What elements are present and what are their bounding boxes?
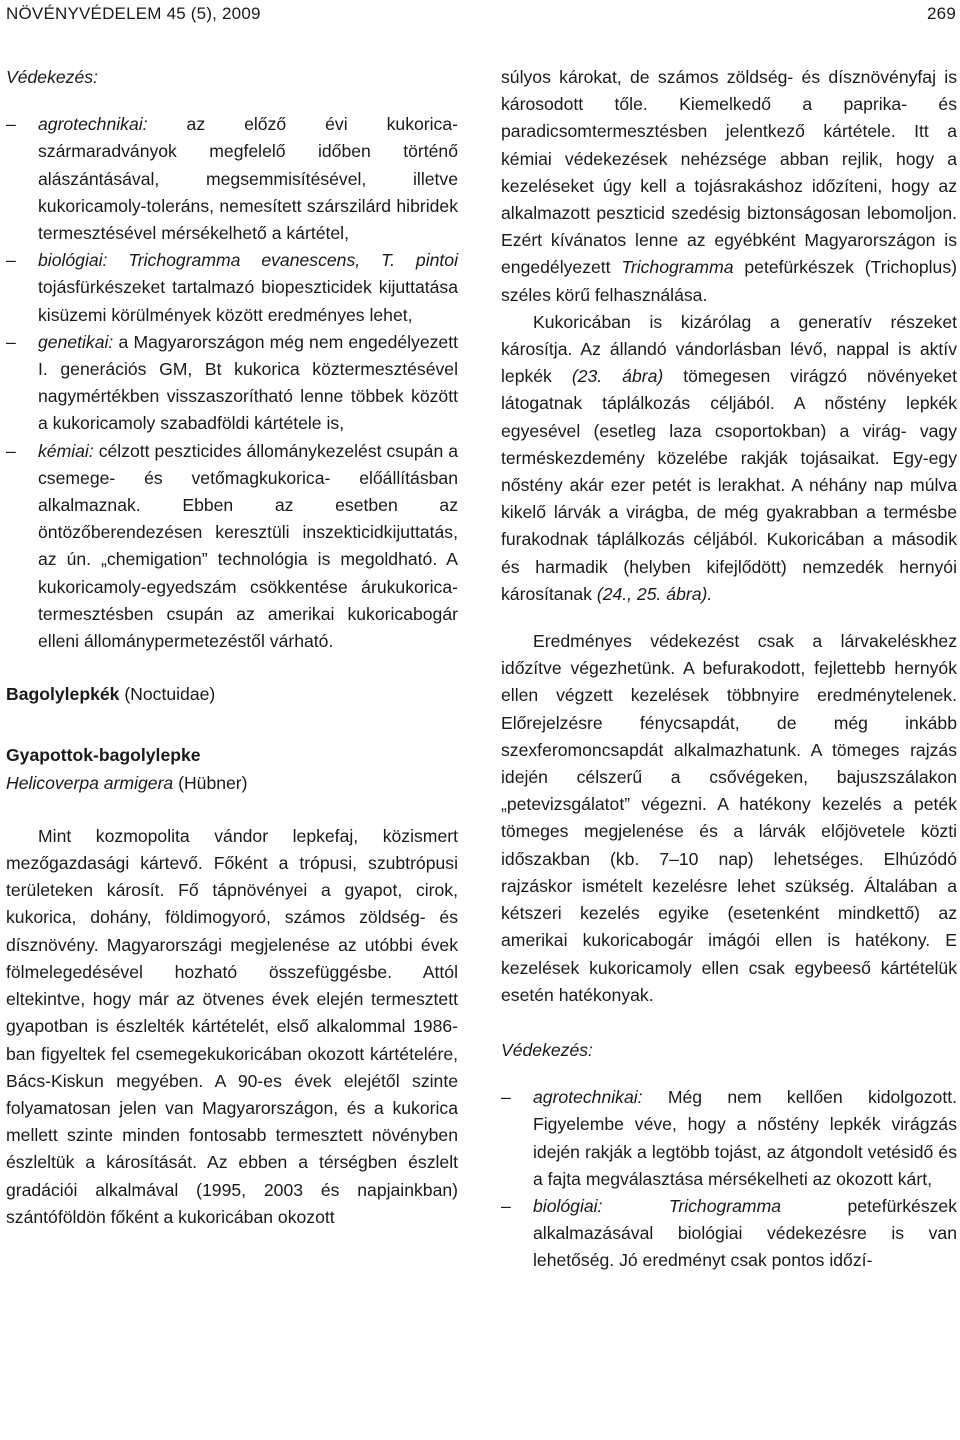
protection-list	[501, 1084, 957, 1274]
journal-citation: NÖVÉNYVÉDELEM 45 (5), 2009	[6, 4, 261, 23]
para-text: tömegesen virágzó növényeket látogatnak táplálkozás céljából. A nőstény lepkék egyesével (esetleg laza csoportokban) a virág- vagy terméskezdemény közelébe rakják tojásaikat. Egy-egy nőstény akár ezer petét is lerakhat. A néhány nap múlva kikelő lárvák a virágba, de még gyakrabban a termésbe furakodnak táplálkozás céljából. Kukoricában a második és harmadik (helyben kifejlődött) nemzedék hernyói károsítanak	[501, 366, 957, 604]
species-binomial: Helicoverpa armigera	[6, 772, 174, 793]
list-item-chemical	[6, 438, 458, 656]
item-text: célzott peszticides állománykezelést csupán a csemege- és vetőmagkukorica- előállításban alkalmaznak. Ebben az esetben az öntözőberendezésen keresztüli inszekticidkijuttatás, az ún. „chemigation” technológia is megoldható. A kukoricamoly-egyedszám csökkentése árukukorica-termesztésben csupán az amerikai kukoricabogár elleni állománypermetezéstől várható.	[38, 440, 458, 652]
protection-list	[6, 111, 458, 655]
list-item-genetic	[6, 329, 458, 438]
species-author: (Hübner)	[173, 772, 248, 793]
para-text: Kukoricában is kizárólag a generatív részeket károsítja. Az állandó vándorlásban lévő, nappal is aktív lepkék	[501, 311, 957, 387]
dash-bullet	[6, 438, 26, 465]
body-paragraph	[501, 309, 957, 608]
figure-reference: (23. ábra)	[571, 366, 664, 387]
section-heading	[6, 681, 458, 708]
protection-heading: Védekezés:	[501, 1039, 593, 1060]
item-label: agrotechnikai:	[38, 114, 148, 135]
para-text: súlyos károkat, de számos zöldség- és dísznövényfaj is károsodott tőle. Kiemelkedő a paprika- és paradicsomtermesztésben jelentkező kártétele. Itt a kémiai védekezések nehézsége abban rejlik, hogy a kezeléseket úgy kell a tojásrakáshoz időzíteni, hogy az alkalmazott peszticid szedésig biztonságosan lebomoljon. Ezért kívánatos lenne az egyébként Magyarországon is engedélyezett	[501, 67, 957, 278]
dash-bullet	[6, 247, 26, 274]
item-text: tojásfürkészeket tartalmazó biopeszticidek kijuttatása kisüzemi körülmények között eredményes lehet,	[38, 277, 458, 325]
item-label: biológiai: Trichogramma evanescens, T. pintoi	[38, 250, 458, 271]
species-common-name: Gyapottok-bagolylepke	[6, 745, 201, 766]
item-text: petefürkészek alkalmazásával biológiai védekezésre is van lehetőség. Jó eredményt csak pontos időzí-	[533, 1195, 958, 1271]
item-text: Még nem kellően kidolgozott. Figyelembe véve, hogy a nőstény lepkék virágzás idején rakják a legtöbb tojást, az átgondolt vetésidő és a fajta megválasztása mérsékelheti az okozott kárt,	[533, 1087, 957, 1189]
list-item-biological	[6, 247, 458, 329]
species-heading	[6, 742, 458, 796]
item-label: biológiai: Trichogramma	[533, 1195, 782, 1216]
protection-heading: Védekezés:	[6, 67, 98, 87]
page-number: 269	[927, 4, 956, 23]
right-column	[501, 64, 957, 1275]
item-text: a Magyarországon még nem engedélyezett I. generációs GM, Bt kukorica köztermesztésével nagymértékben visszaszorítható lenne többek között a kukoricamoly szabadföldi kártétele is,	[38, 331, 458, 434]
dash-bullet	[6, 111, 26, 138]
list-item-agrotechnical	[6, 111, 458, 247]
list-item-agrotechnical	[501, 1084, 957, 1193]
left-column	[6, 64, 458, 1231]
body-paragraph-continued	[501, 64, 957, 309]
figure-reference: (24., 25. ábra).	[596, 583, 713, 604]
list-item-biological	[501, 1193, 957, 1275]
dash-bullet	[501, 1084, 521, 1111]
dash-bullet	[501, 1193, 521, 1220]
dash-bullet	[6, 329, 26, 356]
item-label: agrotechnikai:	[533, 1087, 643, 1108]
species-latin-name	[6, 770, 458, 797]
item-text: az előző évi kukorica-szármaradványok megfelelő időben történő alászántásával, megsemmisítésével, illetve kukoricamoly-toleráns, nemesített szárszilárd hibridek termesztésével mérsékelhető a kártétel,	[38, 114, 458, 244]
para-text: petefürkészek (Trichoplus) széles körű felhasználása.	[501, 257, 957, 305]
section-title: Bagolylepkék	[6, 684, 120, 705]
body-paragraph: Mint kozmopolita vándor lepkefaj, közismert mezőgazdasági kártevő. Főként a trópusi, szubtrópusi területeken károsít. Fő tápnövényei a gyapot, cirok, kukorica, dohány, földimogyoró, számos zöldség- és dísznövény. Magyarországi megjelenése az utóbbi évek fölmelegedésével hozható összefüggésbe. Attól eltekintve, hogy már az ötvenes évek elején termesztett gyapotban is észlelték kártételét, első alkalommal 1986-ban figyeltek fel csemegekukoricában okozott kártételére, Bács-Kiskun megyében. A 90-es évek elejétől szinte folyamatosan jelen van Magyarországon, és a kukorica mellett szinte minden fontosabb termesztett növényben észleltük a károsítását. Az ebben a térségben észlelt gradációi alkalmával (1995, 2003 és napjainkban) szántóföldön főként a kukoricában okozott	[6, 825, 458, 1227]
item-label: kémiai:	[38, 440, 94, 461]
running-header	[6, 4, 956, 28]
para-italic: Trichogramma	[621, 257, 734, 278]
item-label: genetikai:	[38, 331, 114, 352]
section-family: (Noctuidae)	[119, 684, 216, 705]
body-paragraph: Eredményes védekezést csak a lárvakeléskhez időzítve végezhetünk. A befurakodott, fejlettebb hernyók ellen végzett kezelések többnyire eredménytelenek. Előrejelzésre fénycsapdát, de még inkább szexferomoncsapdát alkalmazhatunk. A tömeges rajzás idején célszerű a csővégeken, bajuszszálakon „petevizsgálatot” végezni. A hatékony kezelés a peték tömeges megjelenése és a lárvák előjövetele közti időszakban (kb. 7–10 nap) lehetséges. Elhúzódó rajzáskor ismételt kezelésre lehet szükség. Általában a kétszeri kezelés egyike (esetenként mindkettő) az amerikai kukoricabogár imágói ellen is hatékony. E kezelések kukoricamoly ellen csak egybeeső kártételük esetén hatékonyak.	[501, 631, 957, 1005]
